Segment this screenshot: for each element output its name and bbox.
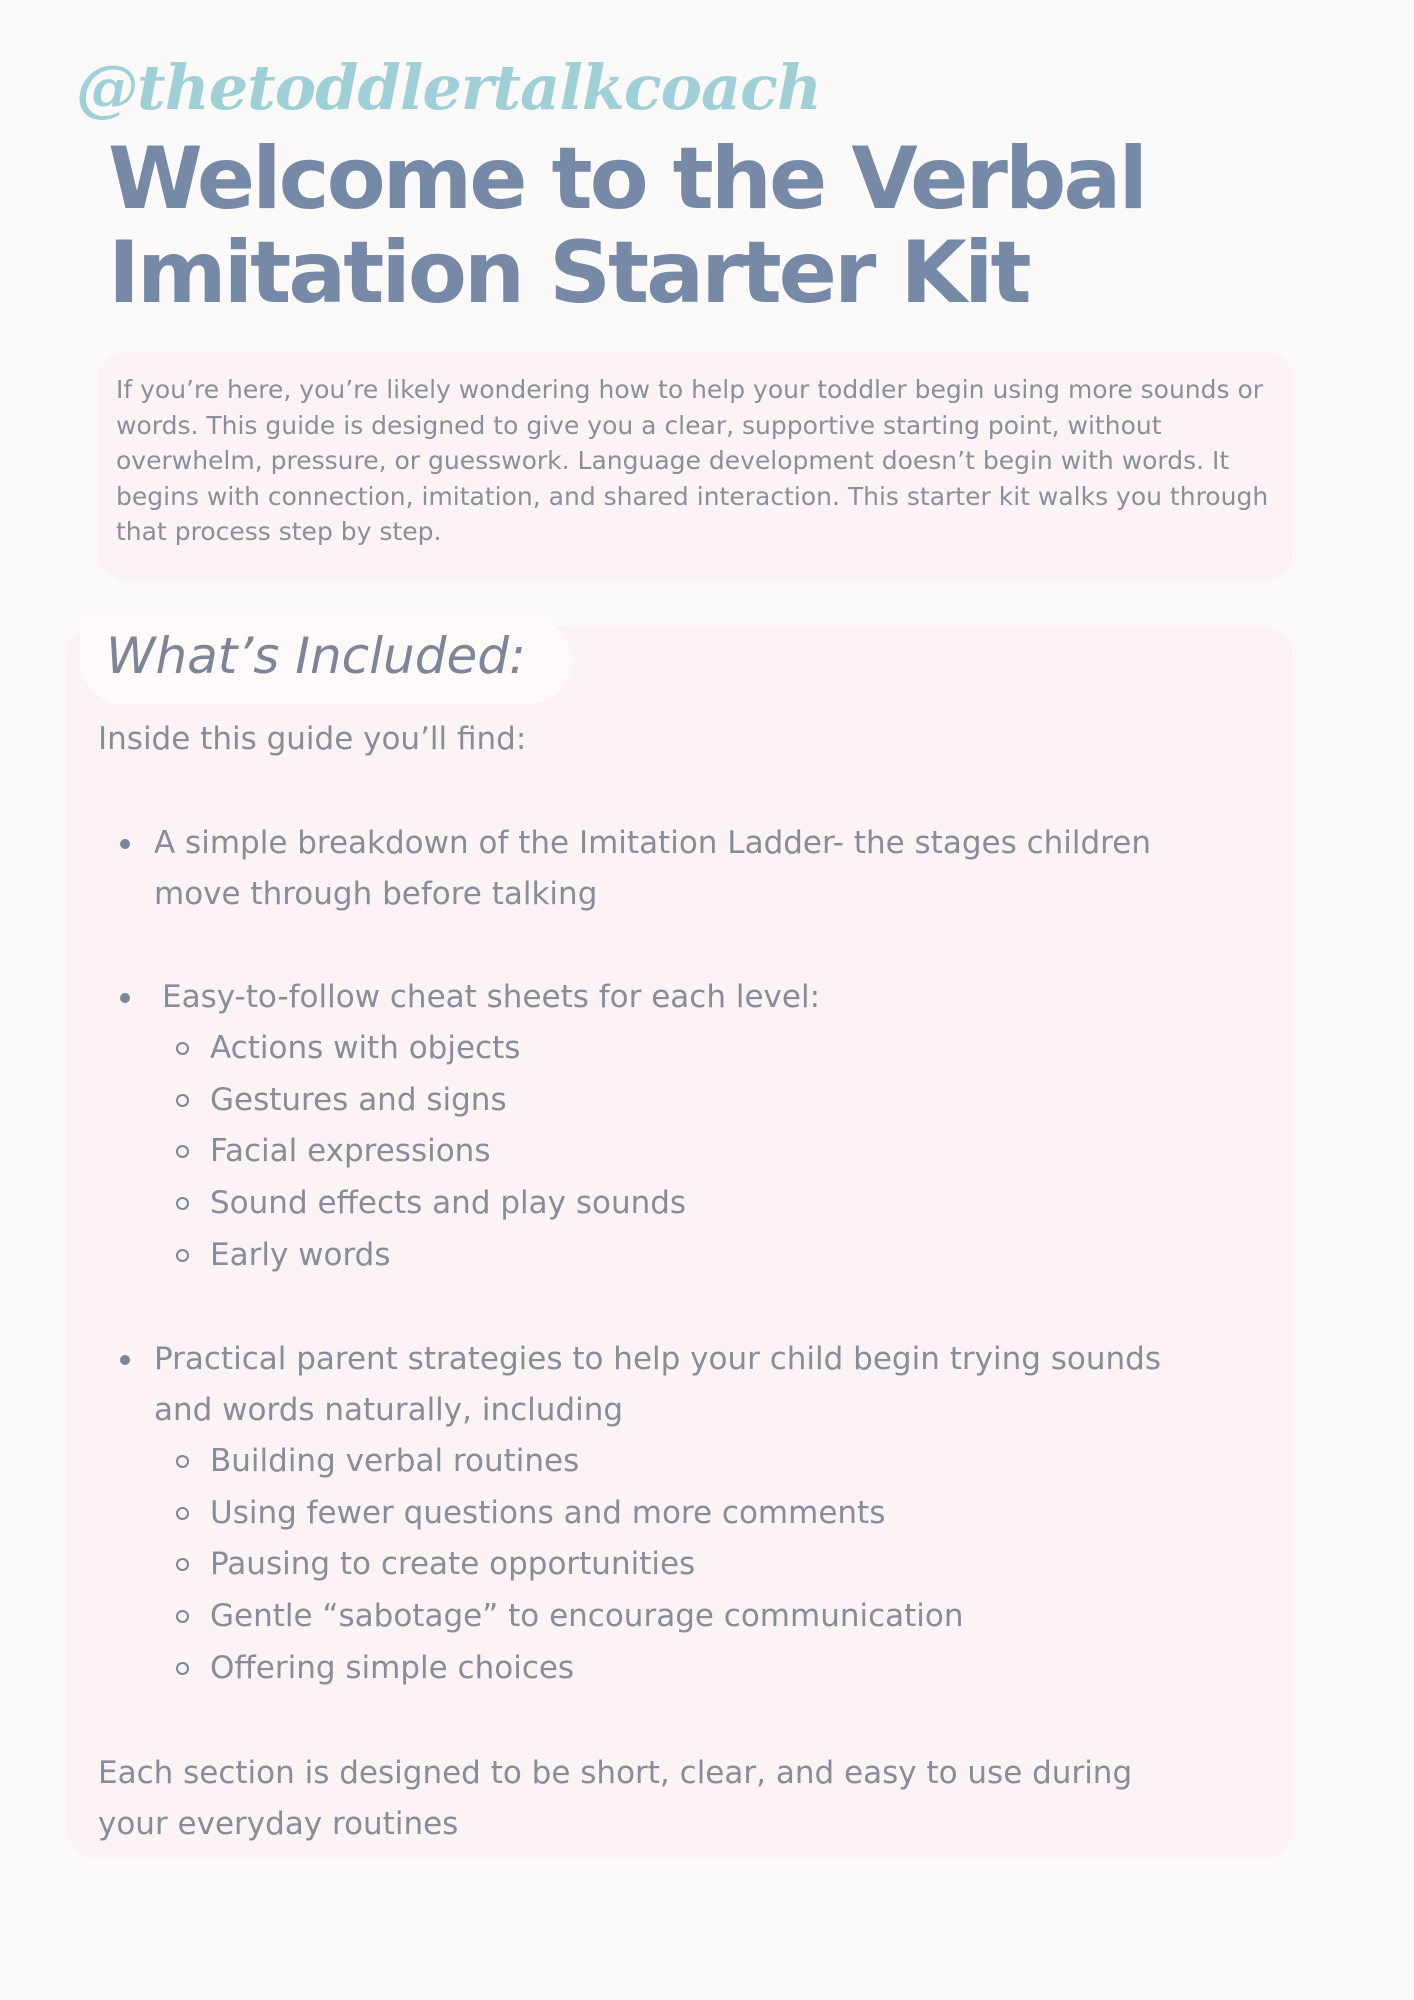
sub-list-item [176,1436,1180,1488]
page-title [108,129,1145,323]
sub-list-item [176,1023,1180,1075]
bullet-circle-icon [176,1610,189,1623]
list-item [120,972,1180,1281]
sub-list-item [176,1230,1180,1282]
page-title-line-1: Welcome to the Verbal [108,129,1145,229]
bullet-circle-icon [176,1042,189,1055]
list-item [120,1334,1180,1694]
bullet-dot-icon [120,839,130,849]
list-item-text: Practical parent strategies to help your child begin trying sounds and words naturally, including [154,1341,1161,1428]
list-item-text: Easy-to-follow cheat sheets for each level: [162,979,821,1015]
sub-list-item [176,1539,1180,1591]
bullet-circle-icon [176,1094,189,1107]
included-footer-text: Each section is designed to be short, clear, and easy to use during your everyday routines [98,1755,1133,1842]
sub-list-item-text: Sound effects and play sounds [210,1185,687,1222]
sub-list-item [176,1591,1180,1643]
bullet-circle-icon [176,1249,189,1262]
sub-list-item-text: Using fewer questions and more comments [210,1494,886,1531]
sub-list-item [176,1126,1180,1178]
sub-list-item-text: Early words [210,1236,391,1273]
whats-included-heading: What’s Included: [106,627,526,685]
sub-list-item-text: Offering simple choices [210,1649,575,1686]
sub-list-item-text: Facial expressions [210,1133,491,1170]
bullet-circle-icon [176,1662,189,1675]
page-title-line-2: Imitation Starter Kit [108,223,1029,323]
bullet-circle-icon [176,1145,189,1158]
sub-list-item [176,1643,1180,1695]
list-item [120,818,1180,920]
sub-list-item [176,1178,1180,1230]
intro-box [98,352,1293,580]
sub-list-item [176,1075,1180,1127]
sub-list-item-text: Pausing to create opportunities [210,1546,696,1583]
social-handle: @thetoddlertalkcoach [76,51,821,124]
bullet-circle-icon [176,1507,189,1520]
included-lead-text: Inside this guide you’ll find: [98,721,527,757]
bullet-circle-icon [176,1197,189,1210]
sub-list-item-text: Building verbal routines [210,1443,580,1479]
intro-paragraph: If you’re here, you’re likely wondering how to help your toddler begin using more sounds or words. This guide is designed to give you a clear, supportive starting point, without overwhelm, pressure, or guesswork. Language development doesn’t begin with words. It begins with connection, imitation, and shared interaction. This starter kit walks you through that process step by step. [116,375,1269,546]
sub-list-item-text: Gestures and signs [210,1081,507,1118]
bullet-circle-icon [176,1558,189,1571]
sub-list-item-text: Actions with objects [210,1030,521,1066]
bullet-dot-icon [120,993,130,1003]
sub-list-item [176,1488,1180,1540]
bullet-circle-icon [176,1455,189,1468]
bullet-dot-icon [120,1355,130,1365]
sub-list-item-text: Gentle “sabotage” to encourage communication [210,1598,964,1635]
list-item-text: A simple breakdown of the Imitation Ladder- the stages children move through before talking [154,825,1151,912]
